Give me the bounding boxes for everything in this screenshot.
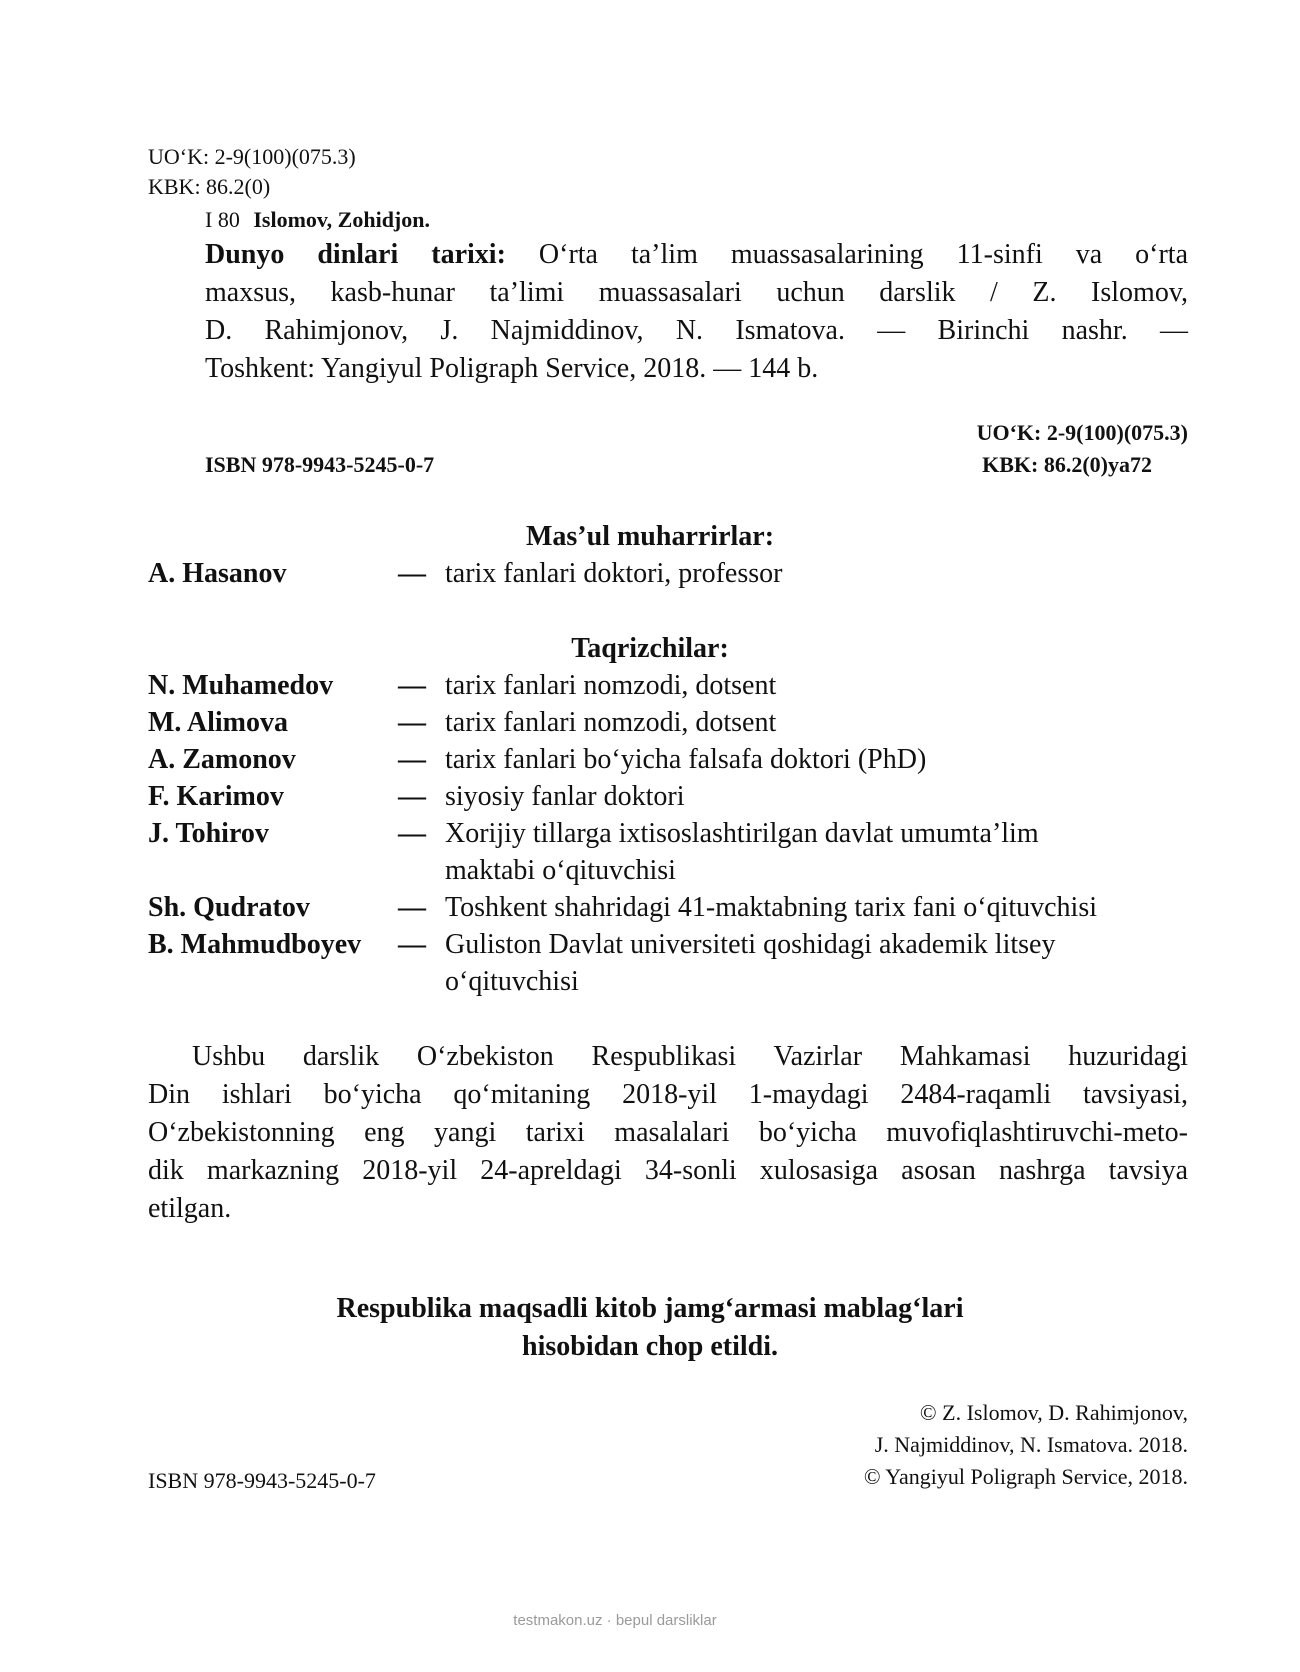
- reviewer-desc-continued: o‘qituvchisi: [445, 966, 579, 997]
- reviewer-row: [148, 778, 1188, 816]
- reviewer-row: [148, 815, 1188, 853]
- recommendation-paragraph: [148, 1038, 1188, 1228]
- index-code: I 80: [205, 207, 240, 232]
- description-line-3: D. Rahimjonov, J. Najmiddinov, N. Ismatova. — Birinchi nashr. —: [205, 315, 1188, 346]
- reviewer-dash: —: [398, 670, 426, 701]
- author-line: [205, 205, 430, 235]
- reviewer-desc-continued: maktabi o‘qituvchisi: [445, 855, 676, 886]
- reviewer-row: [148, 704, 1188, 742]
- source-footer: testmakon.uz · bepul darsliklar: [513, 1612, 717, 1629]
- editor-dash: —: [398, 558, 426, 589]
- reviewer-name: A. Zamonov: [148, 744, 296, 775]
- editors-heading: Mas’ul muharrirlar:: [525, 521, 775, 552]
- description-line-4: Toshkent: Yangiyul Poligraph Service, 2018. — 144 b.: [205, 353, 819, 384]
- bibliographic-description: [205, 236, 1188, 388]
- uok-code-bold: UO‘K: 2-9(100)(075.3): [976, 420, 1188, 445]
- reviewer-row-continued: [148, 963, 1188, 1001]
- editor-name: A. Hasanov: [148, 558, 287, 589]
- recommendation-line: Ushbu darslik O‘zbekiston Respublikasi Vazirlar Mahkamasi huzuridagi: [192, 1041, 1188, 1072]
- recommendation-line: O‘zbekistonning eng yangi tarixi masalalari bo‘yicha muvofiqlashtiruvchi-meto-: [148, 1117, 1188, 1148]
- reviewer-dash: —: [398, 781, 426, 812]
- isbn-bold: ISBN 978-9943-5245-0-7: [205, 452, 435, 477]
- reviewer-desc: Xorijiy tillarga ixtisoslashtirilgan davlat umumta’lim: [445, 818, 1039, 849]
- description-line-2: maxsus, kasb-hunar ta’limi muassasalari uchun darslik / Z. Islomov,: [205, 277, 1188, 308]
- author-name: Islomov, Zohidjon.: [253, 207, 430, 232]
- reviewer-row: [148, 741, 1188, 779]
- funding-note-line-1: Respublika maqsadli kitob jamg‘armasi mablag‘lari: [336, 1293, 964, 1324]
- reviewer-desc: tarix fanlari bo‘yicha falsafa doktori (PhD): [445, 744, 927, 775]
- reviewer-desc: Toshkent shahridagi 41-maktabning tarix fani o‘qituvchisi: [445, 892, 1098, 923]
- recommendation-line: dik markazning 2018-yil 24-apreldagi 34-sonli xulosasiga asosan nashrga tavsiya: [148, 1155, 1188, 1186]
- reviewer-dash: —: [398, 929, 426, 960]
- reviewer-desc: tarix fanlari nomzodi, dotsent: [445, 670, 777, 701]
- reviewer-row: [148, 926, 1188, 964]
- recommendation-line: etilgan.: [148, 1193, 232, 1224]
- description-line-1: Dunyo dinlari tarixi: O‘rta ta’lim muassasalarining 11-sinfi va o‘rta: [205, 239, 1189, 270]
- reviewer-dash: —: [398, 707, 426, 738]
- reviewer-name: N. Muhamedov: [148, 670, 334, 701]
- reviewer-row: [148, 889, 1188, 927]
- reviewer-row: [148, 667, 1188, 705]
- reviewers-heading: Taqrizchilar:: [571, 633, 729, 664]
- copyright-line-1: © Z. Islomov, D. Rahimjonov,: [919, 1400, 1188, 1425]
- reviewer-dash: —: [398, 892, 426, 923]
- reviewer-name: J. Tohirov: [148, 818, 269, 849]
- reviewer-dash: —: [398, 818, 426, 849]
- reviewer-name: B. Mahmudboyev: [148, 929, 362, 960]
- reviewer-desc: tarix fanlari nomzodi, dotsent: [445, 707, 777, 738]
- funding-note-line-2: hisobidan chop etildi.: [522, 1331, 778, 1362]
- reviewer-desc: siyosiy fanlar doktori: [445, 781, 685, 812]
- copyright-line-3: © Yangiyul Poligraph Service, 2018.: [863, 1464, 1188, 1489]
- reviewer-row-continued: [148, 852, 1188, 890]
- reviewer-name: M. Alimova: [148, 707, 288, 738]
- recommendation-line: Din ishlari bo‘yicha qo‘mitaning 2018-yil 1-maydagi 2484-raqamli tavsiyasi,: [148, 1079, 1188, 1110]
- kbk-code: KBK: 86.2(0): [148, 174, 271, 199]
- copyright-line-2: J. Najmiddinov, N. Ismatova. 2018.: [874, 1432, 1188, 1457]
- reviewer-dash: —: [398, 744, 426, 775]
- editor-row: [148, 555, 1188, 593]
- isbn-plain: ISBN 978-9943-5245-0-7: [148, 1468, 376, 1493]
- reviewer-desc: Guliston Davlat universiteti qoshidagi akademik litsey: [445, 929, 1056, 960]
- kbk-code-bold: KBK: 86.2(0)ya72: [982, 452, 1152, 477]
- uok-code: UO‘K: 2-9(100)(075.3): [148, 144, 356, 169]
- book-title: Dunyo dinlari tarixi:: [205, 239, 506, 270]
- reviewer-name: F. Karimov: [148, 781, 284, 812]
- reviewer-name: Sh. Qudratov: [148, 892, 310, 923]
- editor-desc: tarix fanlari doktori, professor: [445, 558, 783, 589]
